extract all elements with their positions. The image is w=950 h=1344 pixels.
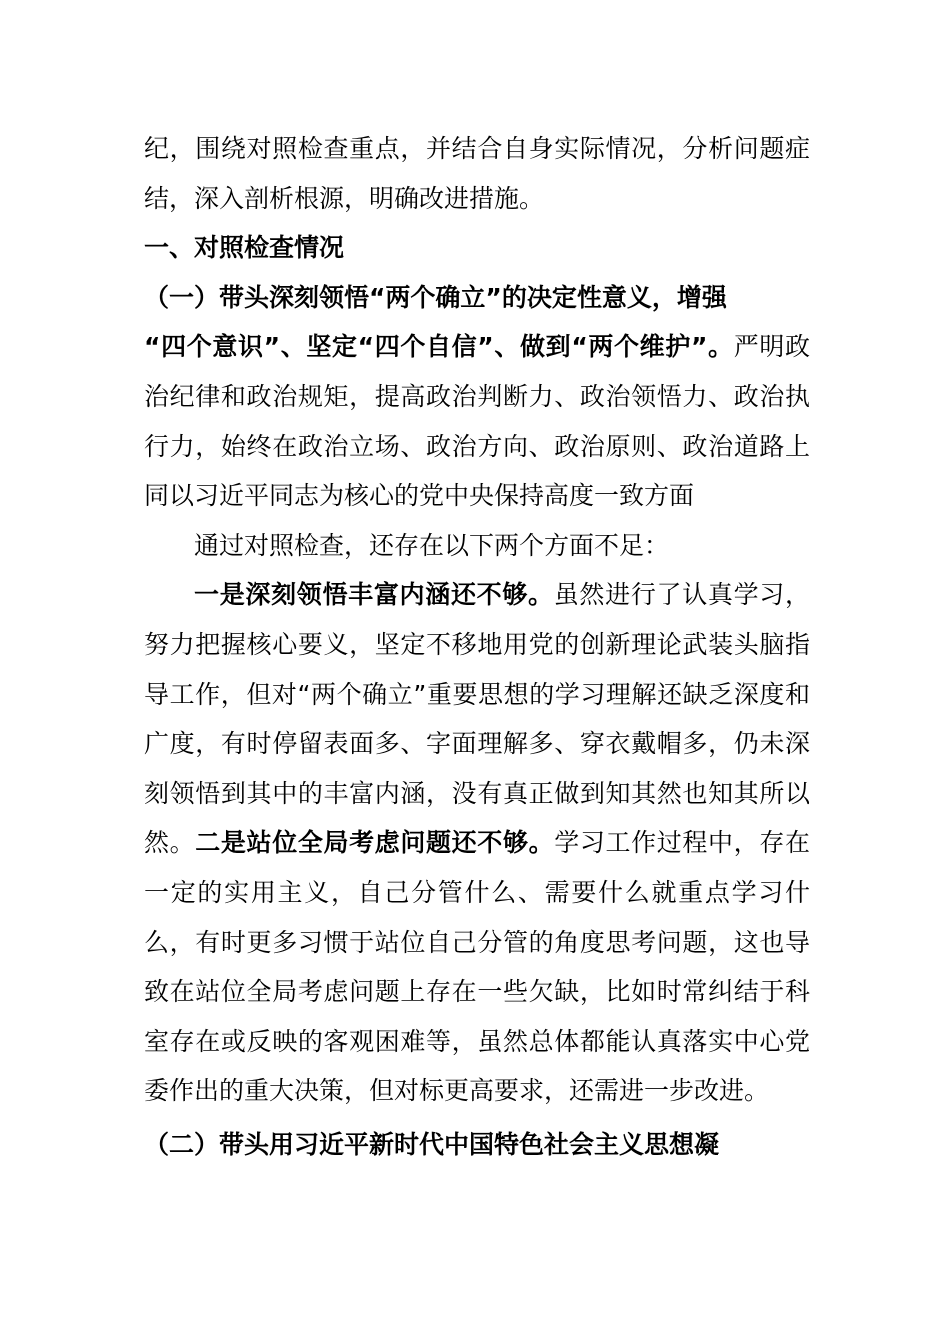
issues-paragraph — [144, 570, 810, 1116]
subsection-1-bold-text: “四个意识”、坚定“四个自信”、做到“两个维护”。 — [144, 332, 734, 362]
subsection-heading-1: （一）带头深刻领悟“两个确立”的决定性意义，增强 — [144, 282, 727, 312]
subsection-1-paragraph — [144, 322, 810, 520]
issue-1-text: 虽然进行了认真学习，努力把握核心要义，坚定不移地用党的创新理论武装头脑指导工作，但对“两个确立”重要思想的学习理解还缺乏深度和广度，有时停留表面多、字面理解多、穿衣戴帽多，仍未深刻领悟到其中的丰富内涵，没有真正做到知其然也知其所以然。 — [144, 580, 810, 858]
document-body — [144, 124, 810, 1169]
subsection-heading-2: （二）带头用习近平新时代中国特色社会主义思想凝 — [144, 1129, 720, 1159]
section-heading-1: 一、对照检查情况 — [144, 233, 345, 263]
issue-2-heading: 二是站位全局考虑问题还不够。 — [195, 828, 555, 858]
issue-2-text: 学习工作过程中，存在一定的实用主义，自己分管什么、需要什么就重点学习什么，有时更多习惯于站位自己分管的角度思考问题，这也导致在站位全局考虑问题上存在一些欠缺，比如时常纠结于科室存在或反映的客观困难等，虽然总体都能认真落实中心党委作出的重大决策，但对标更高要求，还需进一步改进。 — [144, 828, 810, 1106]
intro-paragraph: 纪，围绕对照检查重点，并结合自身实际情况，分析问题症结，深入剖析根源，明确改进措施。 — [144, 134, 810, 213]
subsection-1-body-text: 严明政治纪律和政治规矩，提高政治判断力、政治领悟力、政治执行力，始终在政治立场、政治方向、政治原则、政治道路上同以习近平同志为核心的党中央保持高度一致方面 — [144, 332, 810, 511]
check-summary-paragraph: 通过对照检查，还存在以下两个方面不足： — [194, 530, 670, 560]
issue-1-heading: 一是深刻领悟丰富内涵还不够。 — [194, 580, 554, 610]
